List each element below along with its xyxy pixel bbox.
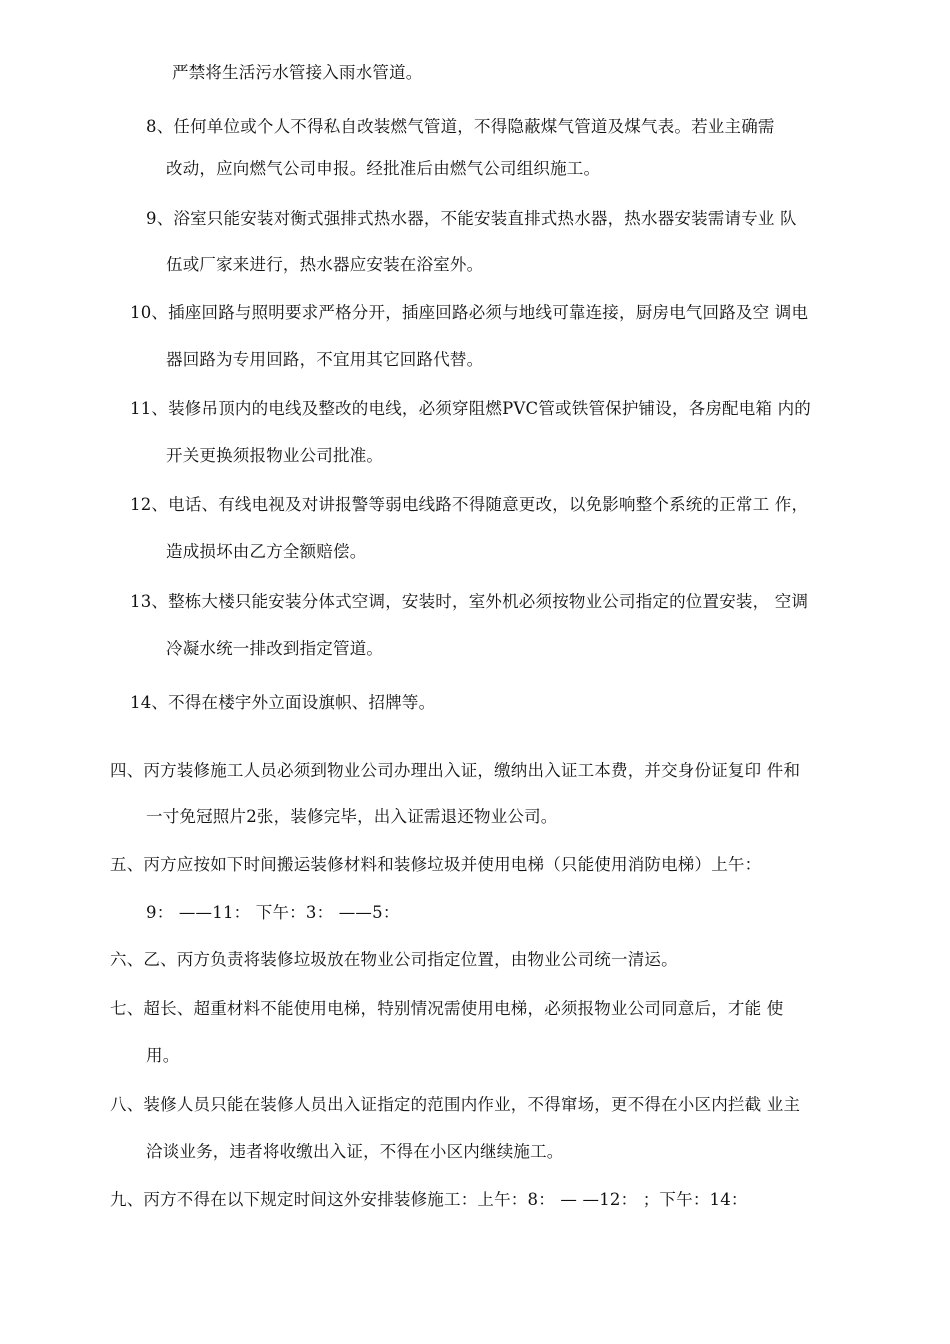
text-line: 洽谈业务，违者将收缴出入证，不得在小区内继续施工。: [146, 1142, 564, 1161]
text-line: 冷凝水统一排改到指定管道。: [166, 639, 384, 658]
text-line: 四、丙方装修施工人员必须到物业公司办理出入证，缴纳出入证工本费，并交身份证复印 件和: [110, 761, 801, 780]
text-line: 六、乙、丙方负责将装修垃圾放在物业公司指定位置，由物业公司统一清运。: [110, 950, 678, 969]
text-line: 严禁将生活污水管接入雨水管道。: [172, 63, 423, 82]
text-line: 13、整栋大楼只能安装分体式空调，安装时，室外机必须按物业公司指定的位置安装， 空调: [130, 592, 809, 611]
text-line: 改动，应向燃气公司申报。经批准后由燃气公司组织施工。: [166, 159, 601, 178]
text-line: 七、超长、超重材料不能使用电梯，特别情况需使用电梯，必须报物业公司同意后，才能 使: [110, 999, 784, 1018]
text-line: 9： ——11： 下午：3： ——5：: [146, 903, 400, 922]
text-line: 用。: [146, 1046, 180, 1065]
text-line: 开关更换须报物业公司批准。: [166, 446, 384, 465]
text-line: 造成损坏由乙方全额赔偿。: [166, 542, 367, 561]
text-line: 9、浴室只能安装对衡式强排式热水器，不能安装直排式热水器，热水器安装需请专业 队: [146, 209, 797, 228]
text-line: 14、不得在楼宇外立面设旗帜、招牌等。: [130, 693, 436, 712]
text-line: 伍或厂家来进行，热水器应安装在浴室外。: [166, 255, 484, 274]
text-line: 八、装修人员只能在装修人员出入证指定的范围内作业，不得窜场，更不得在小区内拦截 业主: [110, 1095, 801, 1114]
text-line: 12、电话、有线电视及对讲报警等弱电线路不得随意更改，以免影响整个系统的正常工 作，: [130, 495, 809, 514]
text-line: 九、丙方不得在以下规定时间这外安排装修施工：上午：8： — —12： ；下午：14：: [110, 1190, 748, 1209]
text-line: 8、任何单位或个人不得私自改装燃气管道，不得隐蔽煤气管道及煤气表。若业主确需: [146, 117, 775, 136]
text-line: 器回路为专用回路，不宜用其它回路代替。: [166, 350, 484, 369]
text-line: 11、装修吊顶内的电线及整改的电线，必须穿阻燃PVC管或铁管保护铺设，各房配电箱 内的: [130, 399, 811, 418]
text-line: 一寸免冠照片2张，装修完毕，出入证需退还物业公司。: [146, 807, 558, 826]
text-line: 10、插座回路与照明要求严格分开，插座回路必须与地线可靠连接，厨房电气回路及空 调电: [130, 303, 809, 322]
text-line: 五、丙方应按如下时间搬运装修材料和装修垃圾并使用电梯（只能使用消防电梯）上午：: [110, 855, 762, 874]
